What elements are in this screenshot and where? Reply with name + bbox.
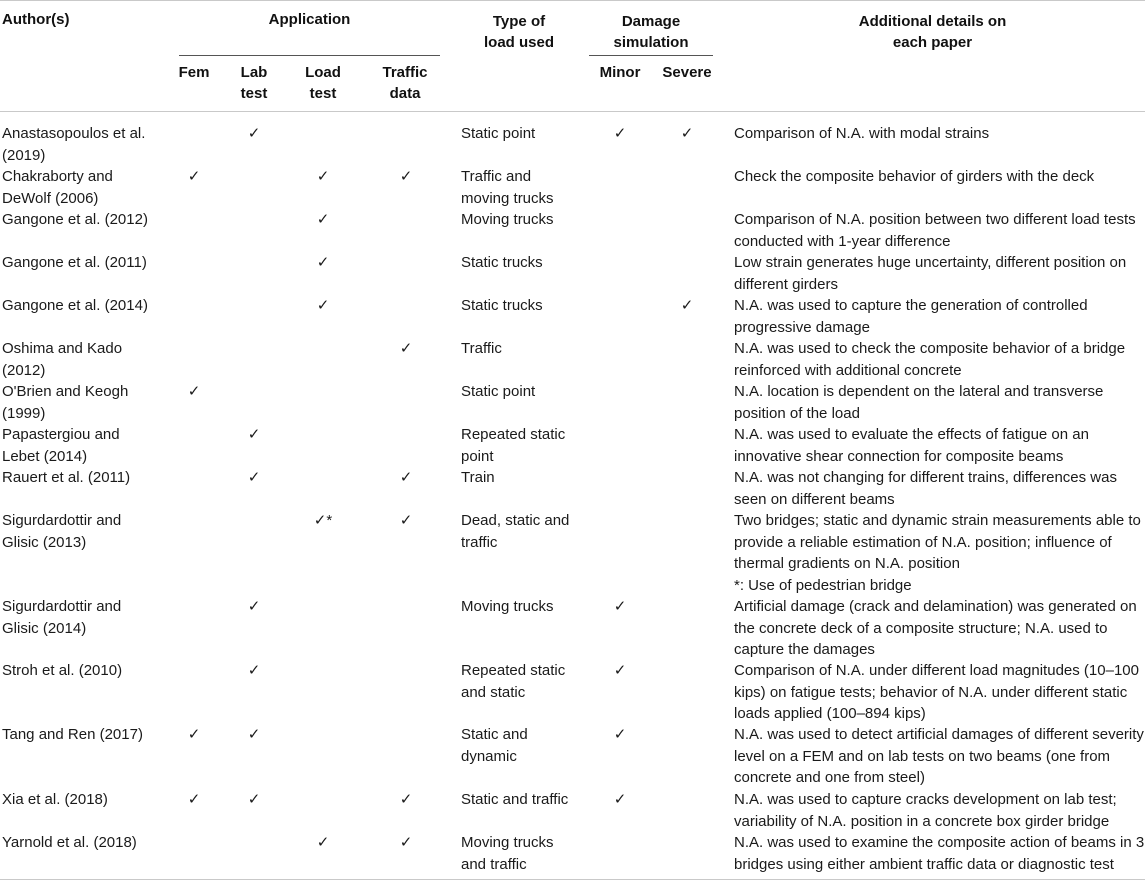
author-cell: Yarnold et al. (2018) — [2, 834, 137, 851]
details-cell: position of the load — [734, 404, 860, 422]
load-test-check: ✓ — [316, 297, 330, 314]
load-type-cell: Traffic and — [461, 168, 532, 185]
minor-damage-check: ✓ — [613, 791, 627, 808]
details-cell: different girders — [734, 275, 838, 293]
header-authors: Author(s) — [2, 11, 70, 28]
header-details-2: each paper — [892, 34, 973, 51]
details-cell: N.A. was used to examine the composite action of beams in 3 — [734, 834, 1145, 851]
load-type-cell: Traffic — [461, 340, 502, 357]
lab-test-check: ✓ — [247, 726, 261, 743]
header-details-1: Additional details on — [858, 13, 1007, 30]
load-type-cell: Moving trucks — [461, 598, 554, 615]
load-type-cell: Repeated static — [461, 426, 566, 443]
details-cell: seen on different beams — [734, 490, 895, 508]
lab-test-check: ✓ — [247, 469, 261, 486]
load-type-cell: Static and traffic — [461, 791, 569, 808]
author-cell: (2012) — [2, 361, 46, 379]
header-severe: Severe — [662, 64, 712, 81]
application-rule — [179, 55, 440, 56]
load-test-check: ✓ — [316, 211, 330, 228]
author-cell: Rauert et al. (2011) — [2, 469, 131, 486]
top-rule — [0, 0, 1145, 1]
author-cell: Gangone et al. (2014) — [2, 297, 148, 314]
author-cell: DeWolf (2006) — [2, 189, 99, 207]
details-cell: reinforced with additional concrete — [734, 361, 962, 379]
author-cell: Lebet (2014) — [2, 447, 88, 465]
author-cell: Oshima and Kado — [2, 340, 123, 357]
load-type-cell: and static — [461, 683, 526, 701]
lab-test-check: ✓ — [247, 426, 261, 443]
load-type-cell: Static and — [461, 726, 528, 743]
details-cell: N.A. was used to check the composite behavior of a bridge — [734, 340, 1126, 357]
header-application: Application — [268, 11, 351, 28]
author-cell: Glisic (2014) — [2, 619, 87, 637]
traffic-data-check: ✓ — [399, 512, 413, 529]
details-cell: the concrete deck of a composite structure; N.A. used to — [734, 619, 1108, 637]
bottom-rule — [0, 879, 1145, 880]
details-cell: Two bridges; static and dynamic strain measurements able to — [734, 512, 1141, 529]
details-cell: Low strain generates huge uncertainty, different position on — [734, 254, 1127, 271]
load-test-check: ✓ — [316, 168, 330, 185]
load-test-check: ✓ — [316, 254, 330, 271]
details-cell: conducted with 1-year difference — [734, 232, 951, 250]
author-cell: Stroh et al. (2010) — [2, 662, 123, 679]
author-cell: (2019) — [2, 146, 46, 164]
header-load-test-2: test — [309, 85, 337, 102]
traffic-data-check: ✓ — [399, 791, 413, 808]
header-load-test-1: Load — [305, 64, 341, 81]
details-cell: Comparison of N.A. with modal strains — [734, 125, 990, 142]
load-type-cell: Moving trucks — [461, 211, 554, 228]
load-type-cell: traffic — [461, 533, 498, 551]
author-cell: Xia et al. (2018) — [2, 791, 108, 808]
author-cell: (1999) — [2, 404, 46, 422]
details-cell: N.A. was used to capture the generation of controlled — [734, 297, 1088, 314]
details-cell: N.A. was used to evaluate the effects of fatigue on an — [734, 426, 1089, 443]
author-cell: Chakraborty and — [2, 168, 113, 185]
author-cell: Papastergiou and — [2, 426, 120, 443]
author-cell: Gangone et al. (2011) — [2, 254, 147, 271]
details-cell: level on a FEM and on lab tests on two beams (one from — [734, 747, 1111, 765]
lab-test-check: ✓ — [247, 791, 261, 808]
details-cell: N.A. was not changing for different trains, differences was — [734, 469, 1117, 486]
details-cell: *: Use of pedestrian bridge — [734, 576, 912, 594]
lab-test-check: ✓ — [247, 125, 261, 142]
header-load-type-1: Type of — [492, 13, 546, 30]
details-cell: provide a reliable estimation of N.A. position; influence of — [734, 533, 1112, 551]
author-cell: O'Brien and Keogh — [2, 383, 129, 400]
author-cell: Gangone et al. (2012) — [2, 211, 148, 228]
details-cell: progressive damage — [734, 318, 870, 336]
author-cell: Sigurdardottir and — [2, 598, 122, 615]
header-minor: Minor — [599, 64, 641, 81]
header-lab-2: test — [240, 85, 268, 102]
header-traffic-1: Traffic — [382, 64, 428, 81]
details-cell: Artificial damage (crack and delamination) was generated on — [734, 598, 1137, 615]
fem-check: ✓ — [187, 168, 201, 185]
author-cell: Sigurdardottir and — [2, 512, 122, 529]
minor-damage-check: ✓ — [613, 726, 627, 743]
header-bottom-rule — [0, 111, 1145, 112]
details-cell: concrete and one from steel) — [734, 769, 925, 786]
load-test-check: ✓* — [313, 512, 333, 529]
load-type-cell: dynamic — [461, 747, 517, 765]
load-type-cell: point — [461, 447, 494, 465]
details-cell: N.A. location is dependent on the lateral and transverse — [734, 383, 1104, 400]
load-type-cell: Moving trucks — [461, 834, 554, 851]
minor-damage-check: ✓ — [613, 598, 627, 615]
details-cell: bridges using either ambient traffic data or diagnostic test — [734, 855, 1114, 873]
severe-damage-check: ✓ — [680, 125, 694, 142]
traffic-data-check: ✓ — [399, 340, 413, 357]
details-cell: Check the composite behavior of girders with the deck — [734, 168, 1095, 185]
details-cell: Comparison of N.A. under different load magnitudes (10–100 — [734, 662, 1139, 679]
details-cell: loads applied (100–894 kips) — [734, 705, 926, 722]
load-type-cell: Static point — [461, 383, 536, 400]
header-fem: Fem — [178, 64, 210, 81]
details-cell: variability of N.A. position in a concrete box girder bridge — [734, 812, 1110, 830]
lab-test-check: ✓ — [247, 598, 261, 615]
traffic-data-check: ✓ — [399, 168, 413, 185]
severe-damage-check: ✓ — [680, 297, 694, 314]
details-cell: Comparison of N.A. position between two different load tests — [734, 211, 1136, 228]
lab-test-check: ✓ — [247, 662, 261, 679]
load-test-check: ✓ — [316, 834, 330, 851]
header-load-type-2: load used — [483, 34, 554, 51]
author-cell: Glisic (2013) — [2, 533, 87, 551]
author-cell: Tang and Ren (2017) — [2, 726, 143, 743]
load-type-cell: moving trucks — [461, 189, 554, 207]
damage-rule — [589, 55, 713, 56]
minor-damage-check: ✓ — [613, 662, 627, 679]
fem-check: ✓ — [187, 791, 201, 808]
header-damage-2: simulation — [613, 34, 689, 51]
header-lab-1: Lab — [240, 64, 268, 81]
load-type-cell: Repeated static — [461, 662, 566, 679]
details-cell: N.A. was used to capture cracks development on lab test; — [734, 791, 1117, 808]
traffic-data-check: ✓ — [399, 469, 413, 486]
fem-check: ✓ — [187, 383, 201, 400]
details-cell: thermal gradients on N.A. position — [734, 555, 960, 572]
traffic-data-check: ✓ — [399, 834, 413, 851]
minor-damage-check: ✓ — [613, 125, 627, 142]
details-cell: innovative shear connection for composite beams — [734, 447, 1064, 465]
load-type-cell: Train — [461, 469, 495, 486]
load-type-cell: and traffic — [461, 855, 527, 873]
load-type-cell: Static trucks — [461, 297, 543, 314]
author-cell: Anastasopoulos et al. — [2, 125, 146, 142]
details-cell: N.A. was used to detect artificial damages of different severity — [734, 726, 1144, 743]
fem-check: ✓ — [187, 726, 201, 743]
header-traffic-2: data — [389, 85, 421, 102]
load-type-cell: Static point — [461, 125, 536, 142]
header-damage-1: Damage — [621, 13, 681, 30]
load-type-cell: Dead, static and — [461, 512, 570, 529]
details-cell: capture the damages — [734, 641, 875, 658]
details-cell: kips) on fatigue tests; behavior of N.A. under different static — [734, 683, 1128, 701]
load-type-cell: Static trucks — [461, 254, 543, 271]
